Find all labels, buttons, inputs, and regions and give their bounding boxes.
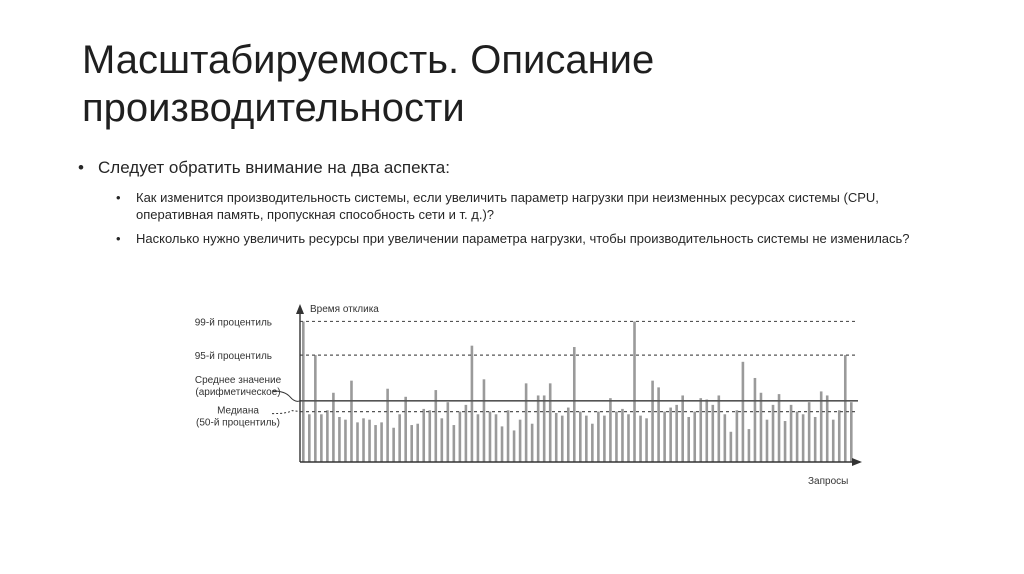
chart-bar [760, 393, 763, 462]
chart-bar [489, 412, 492, 462]
bullet-list [78, 157, 958, 247]
bullet-dot: • [116, 190, 121, 205]
chart-bar [507, 410, 510, 462]
chart-bar [808, 402, 811, 462]
chart-bar [356, 422, 359, 462]
chart-bar [633, 321, 636, 462]
sub-bullet-1 [78, 189, 958, 223]
chart-bar [705, 399, 708, 462]
chart-bar [302, 321, 305, 462]
chart-bar [471, 346, 474, 462]
chart-bar [826, 395, 829, 462]
chart-bar [681, 395, 684, 462]
chart-bar [850, 402, 853, 462]
chart-bar [368, 420, 371, 462]
chart-bar [748, 429, 751, 462]
chart-bar [543, 395, 546, 462]
chart-bar [772, 405, 775, 462]
chart-bar [362, 418, 365, 462]
chart-bar [465, 405, 468, 462]
chart-bar [410, 425, 413, 462]
x-axis-arrow [852, 458, 862, 466]
chart-bar [447, 402, 450, 462]
chart-bar [350, 381, 353, 462]
chart-bar [561, 416, 564, 462]
chart-bar [501, 426, 504, 462]
chart-bar [459, 412, 462, 462]
chart-bar [416, 424, 419, 462]
chart-bar [326, 410, 329, 462]
title-line-1: Масштабируемость. Описание [82, 38, 655, 82]
chart-bar [687, 417, 690, 462]
chart-bar [790, 405, 793, 462]
reference-line-label: 95-й процентиль [194, 351, 272, 363]
chart-bar [627, 414, 630, 462]
chart-bar [525, 383, 528, 462]
chart-bar [675, 405, 678, 462]
chart-bar [724, 414, 727, 462]
chart-bar [657, 387, 660, 462]
chart-bar [742, 362, 745, 462]
chart-bar [573, 347, 576, 462]
chart-bar [814, 417, 817, 462]
labels-group [195, 304, 849, 487]
chart-bar [651, 381, 654, 462]
chart-bar [699, 398, 702, 462]
chart-bar [392, 428, 395, 462]
chart-bar [585, 416, 588, 462]
chart-bar [555, 413, 558, 462]
chart-bar [513, 430, 516, 462]
reference-line-label: 99-й процентиль [194, 317, 272, 329]
chart-bar [718, 395, 721, 462]
chart-bar [645, 418, 648, 462]
chart-bar [537, 395, 540, 462]
chart-bar [663, 412, 666, 462]
chart-bar [711, 405, 714, 462]
chart-bar [832, 420, 835, 462]
chart-bar [766, 420, 769, 462]
reference-line-label: Медиана [217, 405, 259, 417]
reference-line-label: (50-й процентиль) [196, 417, 280, 429]
y-axis-label: Время отклика [310, 304, 379, 315]
sub-bullet-1-text: Как изменится производительность системы, если увеличить параметр нагрузки при неизменных ресурсах системы (CPU, оперативная память, пропускная способность сети и т. д.)? [136, 190, 879, 222]
slide-title [82, 36, 982, 132]
chart-bar [332, 393, 335, 462]
chart-bar [386, 389, 389, 462]
chart-bar [597, 412, 600, 462]
bullet-dot: • [116, 231, 121, 246]
reference-line-label: Среднее значение [194, 374, 282, 386]
chart-bar [519, 420, 522, 462]
title-line-2: производительности [82, 86, 465, 130]
chart-bar [730, 432, 733, 462]
bullet-dot: • [78, 158, 84, 177]
chart-bar [844, 355, 847, 462]
chart-bar [609, 398, 612, 462]
sub-bullet-2 [78, 230, 958, 247]
chart-bar [380, 422, 383, 462]
chart-bar [404, 397, 407, 462]
chart-bar [784, 421, 787, 462]
chart-bar [453, 425, 456, 462]
chart-bar [483, 379, 486, 462]
reference-lines-group [300, 321, 858, 411]
chart-bar [567, 408, 570, 462]
chart-bar [778, 394, 781, 462]
chart-bar [693, 412, 696, 462]
chart-bar [320, 414, 323, 462]
label-connector [272, 391, 300, 402]
sub-bullet-2-text: Насколько нужно увеличить ресурсы при увеличении параметра нагрузки, чтобы производительность системы не изменилась? [136, 231, 910, 246]
label-connector [272, 411, 300, 414]
axes-group [296, 304, 862, 466]
chart-bar [477, 414, 480, 462]
chart-bar [398, 414, 401, 462]
chart-bar [615, 412, 618, 462]
chart-bar [838, 410, 841, 462]
chart-bar [802, 414, 805, 462]
chart-bar [639, 416, 642, 462]
chart-bar [669, 408, 672, 462]
chart-bar [314, 355, 317, 462]
chart-bar [495, 414, 498, 462]
chart-bar [344, 420, 347, 462]
bullet-main-text: Следует обратить внимание на два аспекта: [98, 158, 450, 177]
chart-bar [374, 425, 377, 462]
chart-bar [434, 390, 437, 462]
chart-bar [621, 409, 624, 462]
y-axis-arrow [296, 304, 304, 314]
chart-bar [428, 410, 431, 462]
bars-group [302, 321, 853, 462]
chart-bar [338, 417, 341, 462]
chart-bar [308, 414, 311, 462]
chart-bar [531, 424, 534, 462]
reference-line-label: (арифметическое) [195, 386, 281, 398]
chart-bar [549, 383, 552, 462]
chart-bar [754, 378, 757, 462]
chart-bar [796, 412, 799, 462]
x-axis-label: Запросы [808, 476, 849, 487]
bullet-main [78, 157, 958, 179]
chart-bar [591, 424, 594, 462]
chart-bar [422, 409, 425, 462]
chart-bar [736, 410, 739, 462]
chart-bar [579, 412, 582, 462]
chart-bar [603, 416, 606, 462]
chart-bar [820, 391, 823, 462]
chart-bar [441, 418, 444, 462]
